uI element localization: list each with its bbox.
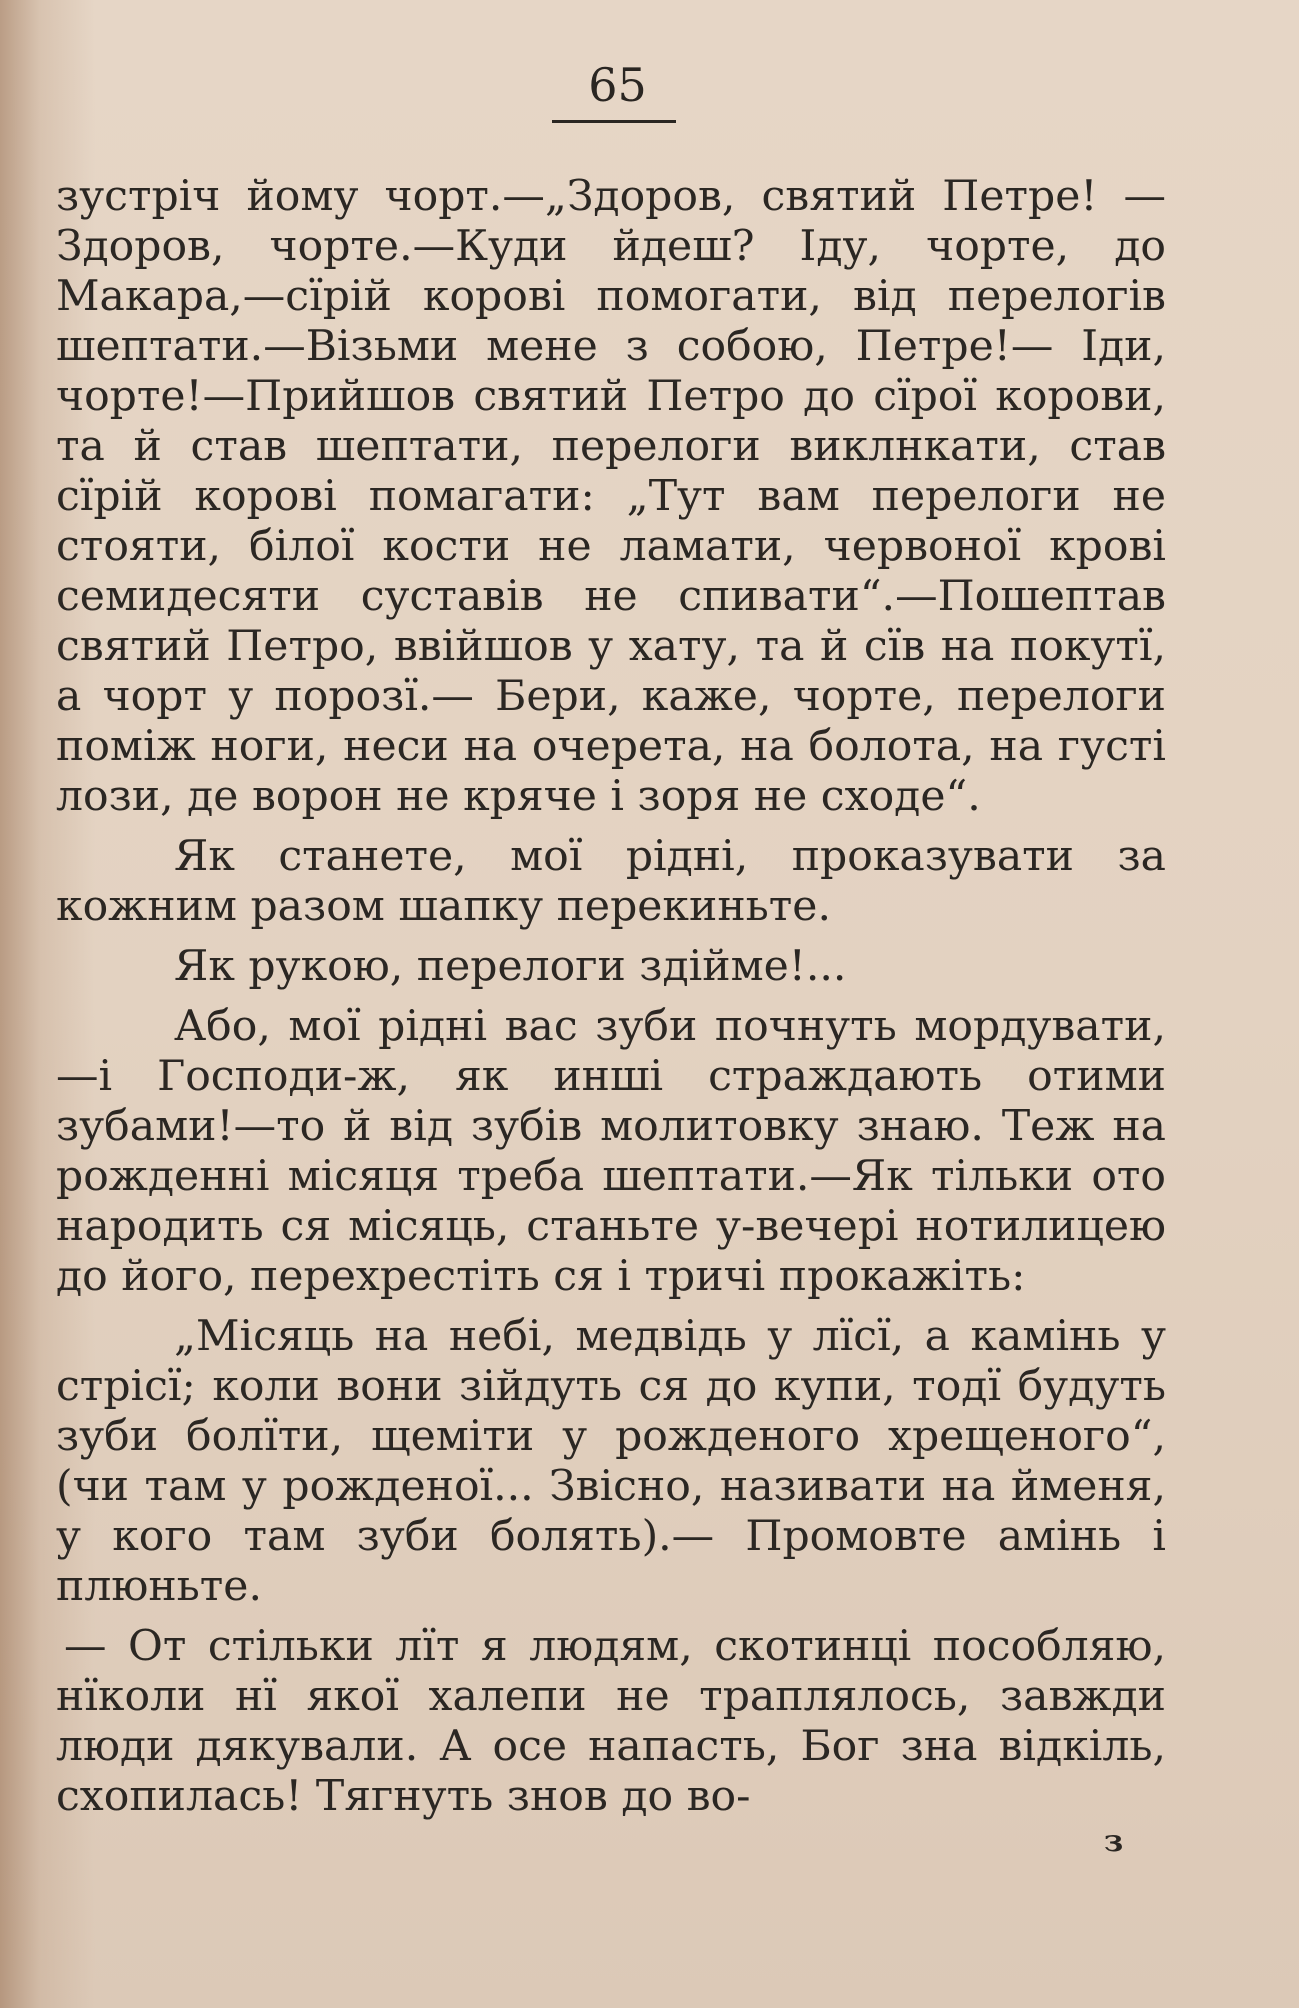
paragraph: — От стільки лїт я людям, скотинці пособляю, нїколи нї якої халепи не траплялось, завжди люди дякували. А осе напасть, Бог зна відкіль, схопилась! Тягнуть знов до во- xyxy=(56,1622,1166,1821)
paragraph: зустріч йому чорт.—„Здоров, святий Петре! —Здоров, чорте.—Куди йдеш? Іду, чорте, до Макара,—сїрій корові помогати, від перелогів шептати.—Візьми мене з собою, Петре!— Іди, чорте!—Прийшов святий Петро до сїрої корови, та й став шептати, перелоги виклнкати, став сїрій корові помагати: „Тут вам перелоги не стояти, білої кости не ламати, червоної крові семидесяти суставів не спивати“.—Пошептав святий Петро, ввійшов у хату, та й сїв на покутї, а чорт у порозї.— Бери, каже, чорте, перелоги поміж ноги, неси на очерета, на болота, на густі лози, де ворон не кряче і зоря не сходе“. xyxy=(56,172,1166,821)
page-number-rule xyxy=(552,120,676,123)
paragraph: Або, мої рідні вас зуби почнуть мордувати,—і Господи-ж, як инші страждають отими зубами!—то й від зубів молитовку знаю. Теж на рожденні місяця треба шептати.—Як тільки ото народить ся місяць, станьте у-вечері нотилицею до його, перехрестіть ся і тричі прокажіть: xyxy=(56,1002,1166,1301)
page-number: 65 xyxy=(588,58,647,112)
text-body xyxy=(56,172,1166,1832)
paragraph: Як станете, мої рідні, проказувати за кожним разом шапку перекиньте. xyxy=(56,832,1166,931)
signature-mark: з xyxy=(1104,1824,1124,1859)
paragraph: „Місяць на небі, медвідь у лїсї, а камінь у стрісї; коли вони зійдуть ся до купи, тодї будуть зуби болїти, щеміти у рожденого хрещеного“, (чи там у рожденої... Звісно, називати на йменя, у кого там зуби болять).— Промовте амінь і плюньте. xyxy=(56,1312,1166,1611)
paragraph: Як рукою, перелоги здійме!... xyxy=(174,942,847,991)
